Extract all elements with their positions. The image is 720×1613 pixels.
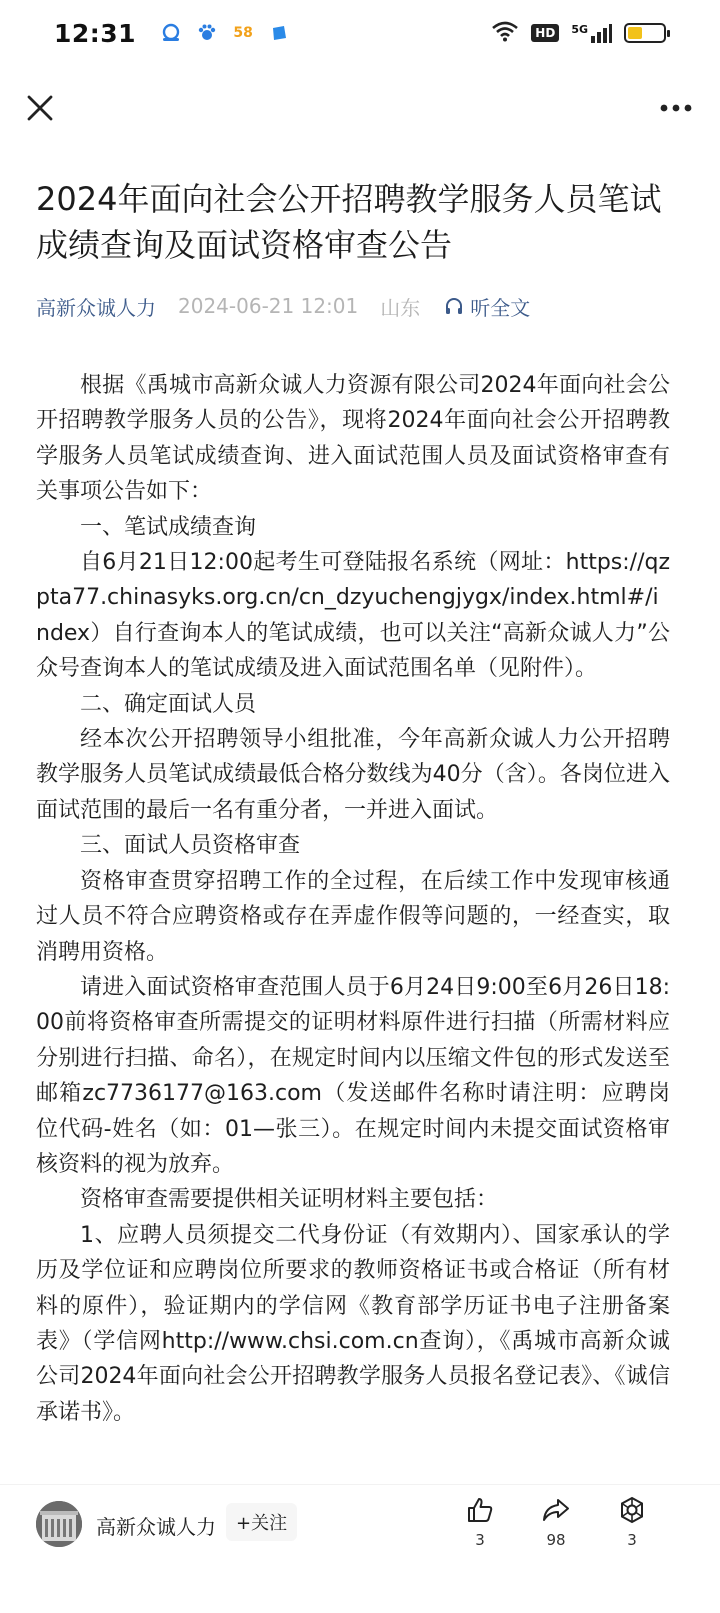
publish-location: 山东 [380, 295, 421, 320]
share-count: 98 [546, 1531, 566, 1549]
system-status-icons [491, 20, 666, 46]
article-title: 2024年面向社会公开招聘教学服务人员笔试成绩查询及面试资格审查公告 [36, 180, 662, 264]
paw-app-icon [196, 22, 218, 44]
cellular-signal-icon [571, 23, 612, 43]
collect-button[interactable] [602, 1495, 662, 1549]
share-button[interactable] [526, 1495, 586, 1549]
building-avatar-icon [36, 1501, 82, 1547]
wifi-icon [491, 20, 519, 46]
paragraph-qualification: 资格审查贯穿招聘工作的全过程，在后续工作中发现审核通过人员不符合应聘资格或存在弄虚作假等问题的，一经查实，取消聘用资格。 [36, 868, 670, 965]
like-count: 3 [475, 1531, 485, 1549]
close-button[interactable] [18, 86, 62, 130]
more-vertical-icon [659, 103, 693, 113]
listen-full-label: 听全文 [470, 295, 531, 320]
cluster-icon [617, 1495, 647, 1525]
article-body [36, 368, 670, 1472]
app-58-label: 58 [233, 25, 253, 41]
section-heading-qualification: 三、面试人员资格审查 [80, 833, 301, 859]
section-heading-interview: 二、确定面试人员 [80, 691, 257, 717]
cloud-app-icon [160, 22, 182, 44]
paragraph-score-query: 自6月21日12:00起考生可登陆报名系统（网址：https://qzpta77.chinasyks.org.cn/cn_dzyuchengjygx/index.html#/index）自行查询本人的笔试成绩，也可以关注“高新众诚人力”公众号查询本人的笔试成绩及进入面试范围名单（见附件）。 [36, 550, 670, 682]
author-name[interactable]: 高新众诚人力 [96, 1515, 216, 1539]
cube-app-icon [268, 22, 290, 44]
battery-level-fill [628, 27, 642, 39]
navigation-bar [0, 80, 720, 136]
meta-author-link[interactable]: 高新众诚人力 [36, 295, 156, 320]
paragraph-interview: 经本次公开招聘领导小组批准，今年高新众诚人力公开招聘教学服务人员笔试成绩最低合格分数线为40分（含）。各岗位进入面试范围的最后一名有重分者，一并进入面试。 [36, 727, 670, 823]
notification-icons [160, 22, 290, 44]
paragraph-intro: 根据《禹城市高新众诚人力资源有限公司2024年面向社会公开招聘教学服务人员的公告》，现将2024年面向社会公开招聘教学服务人员笔试成绩查询、进入面试范围人员及面试资格审查有关事项公告如下： [36, 373, 670, 505]
status-bar [0, 0, 720, 66]
battery-icon [624, 23, 666, 43]
paragraph-materials-list: 1、应聘人员须提交二代身份证（有效期内）、国家承认的学历及学位证和应聘岗位所要求的教师资格证书或合格证（所有材料的原件），验证期内的学信网《教育部学历证书电子注册备案表》（学信网http://www.chsi.com.cn查询），《禹城市高新众诚公司2024年面向社会公开招聘教学服务人员报名登记表》、《诚信承诺书》。 [36, 1222, 670, 1425]
app-58-icon [232, 22, 254, 44]
collect-count: 3 [627, 1531, 637, 1549]
section-heading-score-query: 一、笔试成绩查询 [80, 514, 257, 540]
publish-date: 2024-06-21 12:01 [178, 294, 359, 318]
thumbs-up-icon [465, 1495, 495, 1525]
share-arrow-icon [541, 1495, 571, 1525]
network-type-label: 5G [571, 23, 588, 36]
listen-full-button[interactable] [444, 292, 530, 321]
more-options-button[interactable] [654, 86, 698, 130]
close-icon [25, 93, 55, 123]
author-avatar[interactable] [36, 1501, 82, 1547]
bottom-action-bar [0, 1484, 720, 1613]
like-button[interactable] [450, 1495, 510, 1549]
headphones-icon [444, 296, 464, 316]
paragraph-materials-intro: 资格审查需要提供相关证明材料主要包括： [80, 1187, 499, 1213]
hd-badge: HD [531, 24, 559, 42]
article-meta [36, 286, 530, 326]
paragraph-submission: 请进入面试资格审查范围人员于6月24日9:00至6月26日18:00前将资格审查所需提交的证明材料原件进行扫描（所需材料应分别进行扫描、命名），在规定时间内以压缩文件包的形式发送至邮箱zc7736177@163.com（发送邮件名称时请注明：应聘岗位代码-姓名（如：01—张三）。在规定时间内未提交面试资格审核资料的视为放弃。 [36, 974, 670, 1177]
status-time: 12:31 [54, 18, 137, 48]
follow-button[interactable]: +关注 [226, 1503, 297, 1541]
